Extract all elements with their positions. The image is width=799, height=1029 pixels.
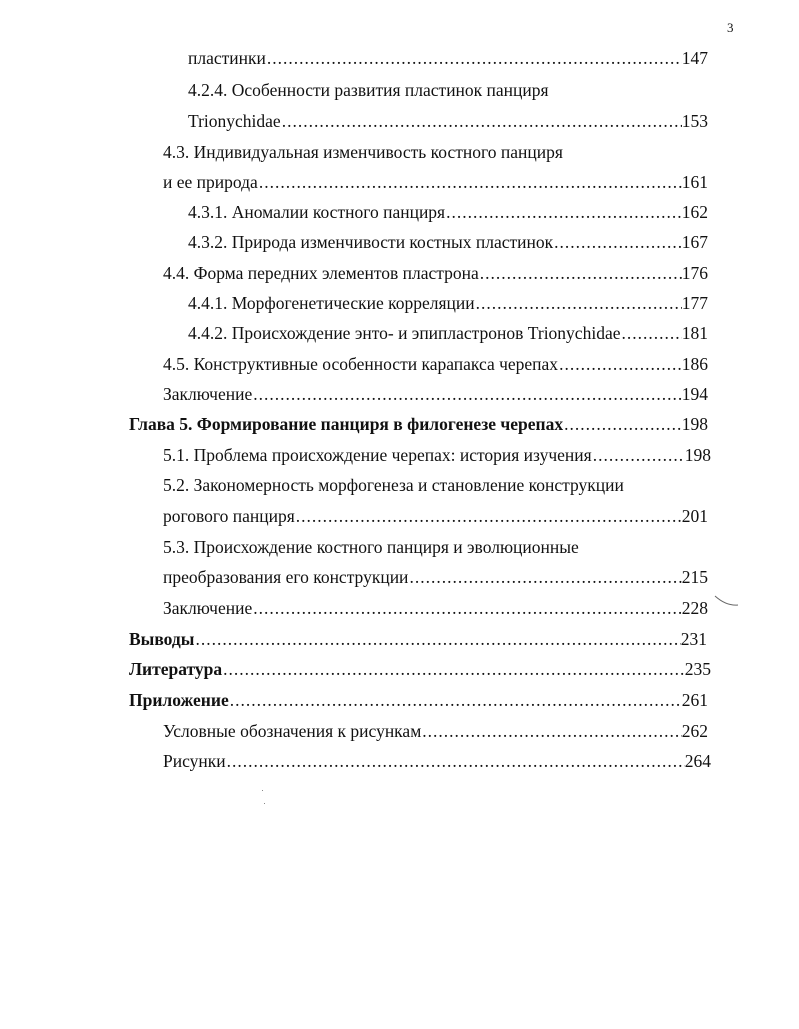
toc-entry [163,443,711,467]
toc-entry-title: Приложение [129,690,229,710]
toc-entry-title: 4.2.4. Особенности развития пластинок панциря [188,80,549,100]
toc-chapter-heading [129,627,707,651]
toc-entry [163,140,708,164]
toc-entry [188,291,708,315]
pen-stroke-mark [714,592,744,612]
leader-dots [230,688,682,712]
toc-entry-page: 235 [684,659,711,679]
toc-entry [163,261,708,285]
toc-entry-title: и ее природа [163,172,258,192]
toc-entry-title: Литература [129,659,223,679]
toc-entry [163,719,708,743]
toc-entry-title: 4.4. Форма передних элементов пластрона [163,263,479,283]
leader-dots [476,291,682,315]
leader-dots [195,627,680,651]
toc-entry-page: 261 [681,690,708,710]
toc-entry [188,200,708,224]
toc-entry-page: 201 [681,506,708,526]
toc-chapter-heading [129,657,711,681]
toc-entry-title: 5.2. Закономерность морфогенеза и становление конструкции [163,475,624,495]
toc-entry [188,78,708,102]
toc-entry-page: 162 [681,202,708,222]
toc-entry-title: Глава 5. Формирование панциря в филогенезе черепах [129,414,564,434]
toc-entry [163,352,708,376]
toc-entry [188,109,708,133]
toc-entry-title: 4.3. Индивидуальная изменчивость костного панциря [163,142,563,162]
toc-chapter-heading [129,412,708,436]
leader-dots [253,382,682,406]
toc-entry-page: 215 [681,567,708,587]
toc-entry-page: 153 [681,111,708,131]
toc-entry [163,535,708,559]
leader-dots [554,230,682,254]
toc-entry-title: преобразования его конструкции [163,567,409,587]
leader-dots [564,412,682,436]
toc-entry-page: 194 [681,384,708,404]
toc-entry [188,321,708,345]
leader-dots [267,46,682,70]
leader-dots [296,504,682,528]
toc-entry-page: 231 [680,629,707,649]
toc-entry-page: 147 [681,48,708,68]
leader-dots [253,596,682,620]
toc-entry-title: Trionychidae [188,111,281,131]
toc-entry-page: 167 [681,232,708,252]
toc-entry-title: Заключение [163,598,253,618]
toc-entry-title: 4.4.2. Происхождение энто- и эпипластронов Trionychidae [188,323,621,343]
toc-entry-page: 176 [681,263,708,283]
toc-entry-page: 262 [681,721,708,741]
leader-dots [409,565,681,589]
toc-entry [163,382,708,406]
toc-entry-title: рогового панциря [163,506,295,526]
toc-entry-title: Условные обозначения к рисункам [163,721,422,741]
toc-entry-page: 177 [681,293,708,313]
toc-entry-page: 264 [684,751,711,771]
toc-entry [163,473,708,497]
toc-entry [163,596,708,620]
toc-entry-page: 198 [684,445,711,465]
page-number: 3 [727,20,734,35]
toc-entry [163,565,708,589]
toc-entry-page: 186 [681,354,708,374]
toc-entry-title: Заключение [163,384,253,404]
toc-entry-page: 181 [681,323,708,343]
toc-entry [163,749,711,773]
toc-entry [163,504,708,528]
toc-entry [188,230,708,254]
toc-entry-title: 4.3.1. Аномалии костного панциря [188,202,446,222]
leader-dots [480,261,682,285]
leader-dots [446,200,682,224]
toc-entry-title: 4.5. Конструктивные особенности карапакса черепах [163,354,559,374]
scan-speck [262,790,263,791]
scan-speck [264,803,265,804]
toc-entry [163,170,708,194]
toc-entry-page: 228 [681,598,708,618]
toc-entry-title: Рисунки [163,751,226,771]
toc-entry-title: 5.3. Происхождение костного панциря и эволюционные [163,537,579,557]
toc-entry-page: 198 [681,414,708,434]
leader-dots [227,749,685,773]
toc-entry [188,46,708,70]
leader-dots [223,657,685,681]
toc-entry-title: 5.1. Проблема происхождение черепах: история изучения [163,445,592,465]
toc-entry-title: Выводы [129,629,195,649]
toc-entry-title: пластинки [188,48,266,68]
toc-chapter-heading [129,688,708,712]
leader-dots [259,170,682,194]
toc-entry-title: 4.4.1. Морфогенетические корреляции [188,293,475,313]
toc-entry-page: 161 [681,172,708,192]
leader-dots [559,352,682,376]
leader-dots [593,443,685,467]
leader-dots [282,109,682,133]
leader-dots [621,321,681,345]
leader-dots [422,719,681,743]
toc-entry-title: 4.3.2. Природа изменчивости костных пластинок [188,232,554,252]
